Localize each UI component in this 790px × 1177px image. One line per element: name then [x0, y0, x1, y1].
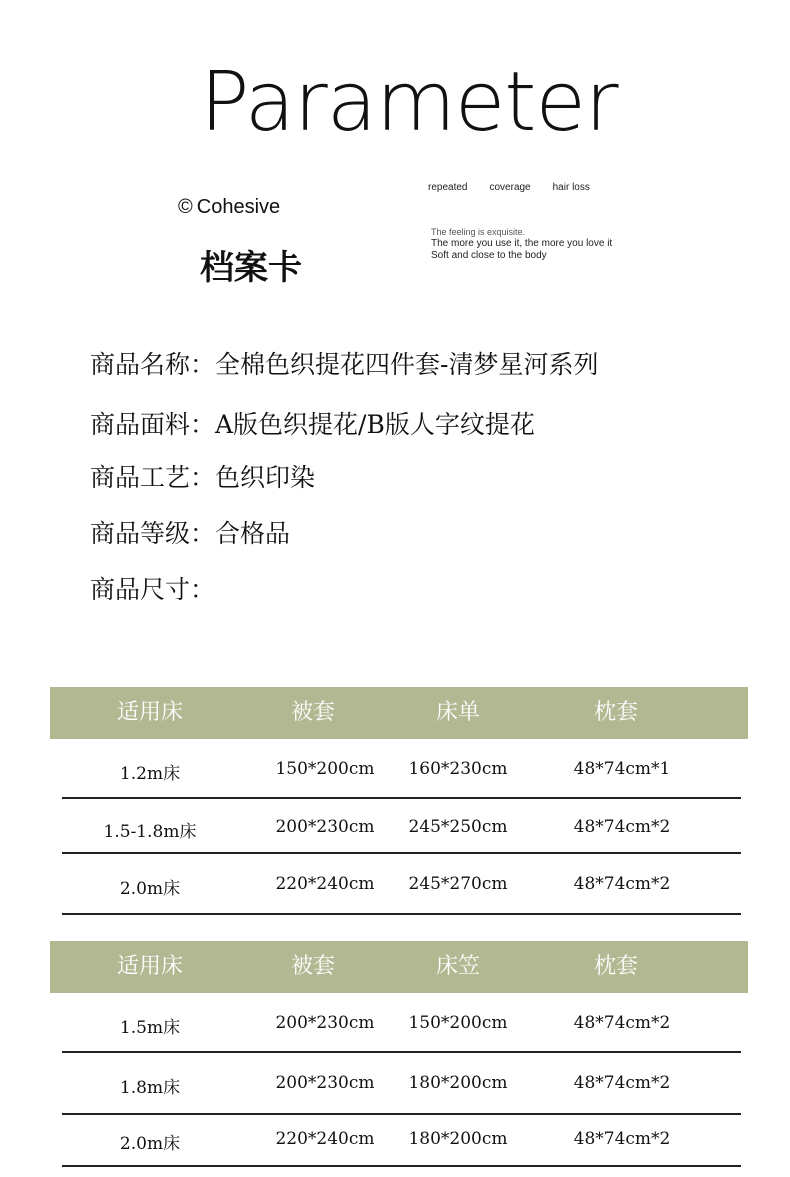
table-cell: 48*74cm*2 [573, 874, 671, 894]
table-cell: 220*240cm [275, 874, 375, 894]
product-grade: 商品等级：合格品 [90, 519, 291, 548]
tag-list [428, 182, 590, 193]
copyright-icon: © [178, 196, 193, 218]
table-header [50, 941, 748, 993]
size-table-1 [50, 687, 748, 915]
product-size: 商品尺寸： [90, 575, 216, 604]
size-table-2 [50, 941, 748, 1167]
header-cell: 枕套 [593, 700, 639, 725]
table-cell: 2.0m床 [119, 1134, 181, 1154]
tagline-line: The more you use it, the more you love it [431, 238, 613, 249]
table-cell: 1.2m床 [119, 764, 181, 784]
tag-item: hair loss [552, 182, 590, 193]
table-cell: 2.0m床 [119, 879, 181, 899]
tag-item: repeated [428, 182, 468, 193]
tagline-line: Soft and close to the body [431, 250, 547, 261]
table-cell: 48*74cm*1 [573, 759, 671, 779]
table-row [62, 1053, 741, 1115]
table-cell: 48*74cm*2 [573, 1129, 671, 1149]
header-cell: 适用床 [116, 700, 184, 725]
product-name: 商品名称：全棉色织提花四件套-清梦星河系列 [90, 350, 599, 379]
table-cell: 220*240cm [275, 1129, 375, 1149]
table-cell: 180*200cm [408, 1073, 508, 1093]
header-cell: 床单 [435, 700, 481, 725]
table-cell: 200*230cm [275, 1013, 375, 1033]
table-cell: 180*200cm [408, 1129, 508, 1149]
table-row [62, 854, 741, 915]
header-cell: 枕套 [593, 954, 639, 979]
table-cell: 200*230cm [275, 1073, 375, 1093]
product-fabric: 商品面料：A版色织提花/B版人字纹提花 [90, 410, 535, 439]
header-cell: 床笠 [435, 954, 481, 979]
table-cell: 150*200cm [275, 759, 375, 779]
table-row [62, 739, 741, 799]
product-craft: 商品工艺：色织印染 [90, 463, 316, 492]
table-cell: 1.5-1.8m床 [103, 822, 197, 842]
brand-logo [178, 196, 280, 219]
table-cell: 1.5m床 [119, 1018, 181, 1038]
page-title: Parameter [200, 55, 618, 150]
table-row [62, 993, 741, 1053]
tag-item: coverage [489, 182, 531, 193]
table-cell: 48*74cm*2 [573, 1013, 671, 1033]
tagline [431, 226, 612, 262]
table-row [62, 799, 741, 854]
card-label: 档案卡 [200, 248, 302, 288]
table-row [62, 1115, 741, 1167]
table-cell: 48*74cm*2 [573, 1073, 671, 1093]
table-cell: 160*230cm [408, 759, 508, 779]
header-cell: 适用床 [116, 954, 184, 979]
table-cell: 200*230cm [275, 817, 375, 837]
table-cell: 48*74cm*2 [573, 817, 671, 837]
table-cell: 150*200cm [408, 1013, 508, 1033]
table-cell: 1.8m床 [119, 1078, 181, 1098]
tagline-line: The feeling is exquisite. [431, 227, 526, 237]
table-cell: 245*270cm [408, 874, 508, 894]
brand-name: Cohesive [196, 196, 281, 218]
table-header [50, 687, 748, 739]
header-cell: 被套 [290, 954, 336, 979]
table-cell: 245*250cm [408, 817, 508, 837]
header-cell: 被套 [290, 700, 336, 725]
